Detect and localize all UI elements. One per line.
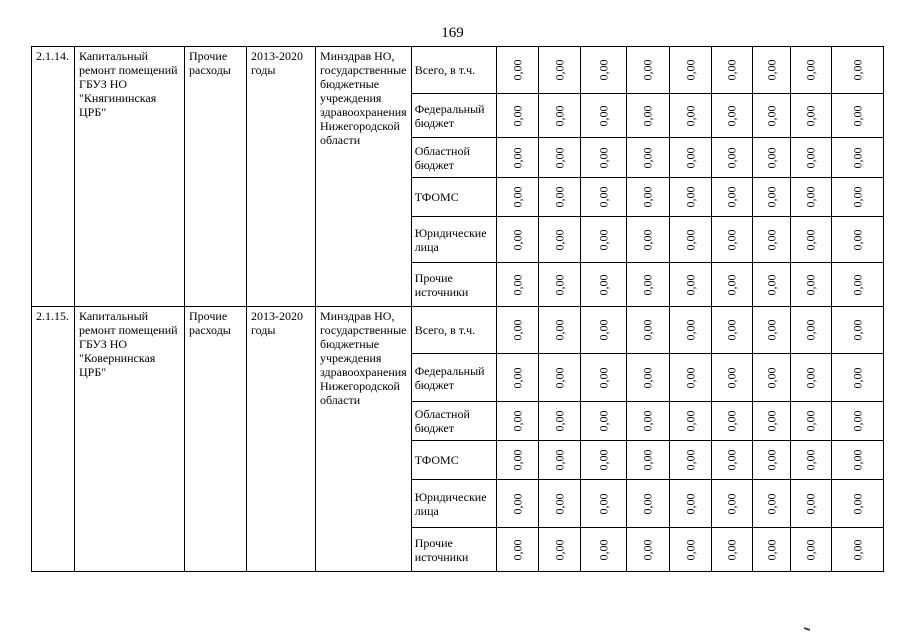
value-text: 0,00 — [552, 105, 567, 126]
value-text: 0,00 — [803, 319, 818, 341]
value-text: 0,00 — [683, 410, 698, 432]
value-text: 0,00 — [552, 449, 567, 471]
value-text: 0,00 — [764, 539, 779, 560]
value-text: 0,00 — [803, 105, 818, 126]
value-text: 0,00 — [724, 367, 739, 388]
period: 2013-2020 годы — [247, 47, 316, 307]
value-cell — [831, 441, 883, 480]
value-text: 0,00 — [683, 493, 698, 514]
value-text: 0,00 — [803, 147, 818, 168]
value-text: 0,00 — [510, 449, 525, 471]
item-code: 2.1.14. — [32, 47, 75, 307]
value-cell — [711, 480, 752, 528]
value-cell — [790, 263, 831, 307]
value-cell — [580, 94, 626, 138]
value-cell — [580, 480, 626, 528]
value-cell — [752, 441, 790, 480]
value-text: 0,00 — [850, 274, 865, 295]
value-cell — [831, 480, 883, 528]
value-cell — [831, 263, 883, 307]
funding-source: Юридические лица — [411, 480, 496, 528]
value-text: 0,00 — [764, 105, 779, 126]
expense-type: Прочие расходы — [185, 47, 247, 307]
value-cell — [626, 263, 669, 307]
value-cell — [790, 402, 831, 441]
value-cell — [538, 138, 580, 178]
value-cell — [538, 402, 580, 441]
value-text: 0,00 — [683, 319, 698, 341]
value-cell — [831, 138, 883, 178]
value-text: 0,00 — [596, 274, 611, 295]
funding-source: Федеральный бюджет — [411, 354, 496, 402]
value-cell — [496, 307, 538, 354]
value-text: 0,00 — [640, 105, 655, 126]
value-text: 0,00 — [640, 186, 655, 208]
value-text: 0,00 — [724, 274, 739, 295]
value-text: 0,00 — [850, 449, 865, 471]
value-cell — [626, 47, 669, 94]
value-cell — [752, 47, 790, 94]
value-cell — [538, 480, 580, 528]
value-cell — [831, 178, 883, 217]
value-cell — [669, 263, 711, 307]
value-cell — [790, 138, 831, 178]
value-text: 0,00 — [683, 229, 698, 250]
value-cell — [496, 138, 538, 178]
value-text: 0,00 — [640, 449, 655, 471]
table-row — [32, 307, 884, 354]
value-cell — [711, 528, 752, 572]
value-cell — [496, 354, 538, 402]
value-text: 0,00 — [596, 493, 611, 514]
value-text: 0,00 — [510, 274, 525, 295]
value-cell — [752, 263, 790, 307]
value-cell — [711, 263, 752, 307]
executor: Минздрав НО, государственные бюджетные учреждения здравоохранения Нижегородской области — [316, 307, 412, 572]
funding-source: Областной бюджет — [411, 402, 496, 441]
value-cell — [669, 528, 711, 572]
period: 2013-2020 годы — [247, 307, 316, 572]
value-text: 0,00 — [850, 186, 865, 208]
value-text: 0,00 — [764, 59, 779, 81]
value-cell — [580, 307, 626, 354]
value-cell — [669, 402, 711, 441]
value-cell — [496, 402, 538, 441]
value-text: 0,00 — [803, 229, 818, 250]
value-text: 0,00 — [803, 59, 818, 81]
value-text: 0,00 — [683, 105, 698, 126]
value-cell — [711, 217, 752, 263]
value-text: 0,00 — [803, 493, 818, 514]
value-cell — [752, 94, 790, 138]
value-cell — [790, 354, 831, 402]
funding-source: Всего, в т.ч. — [411, 47, 496, 94]
value-cell — [669, 480, 711, 528]
value-cell — [752, 354, 790, 402]
value-cell — [752, 402, 790, 441]
value-cell — [669, 307, 711, 354]
value-text: 0,00 — [724, 229, 739, 250]
value-cell — [831, 94, 883, 138]
value-cell — [790, 94, 831, 138]
value-text: 0,00 — [596, 539, 611, 560]
item-name: Капитальный ремонт помещений ГБУЗ НО "Ковернинская ЦРБ" — [75, 307, 185, 572]
value-text: 0,00 — [510, 539, 525, 560]
value-text: 0,00 — [683, 147, 698, 168]
value-cell — [538, 47, 580, 94]
value-text: 0,00 — [552, 493, 567, 514]
value-text: 0,00 — [683, 274, 698, 295]
value-cell — [790, 307, 831, 354]
value-text: 0,00 — [640, 319, 655, 341]
value-cell — [831, 307, 883, 354]
value-text: 0,00 — [764, 493, 779, 514]
value-cell — [496, 528, 538, 572]
value-cell — [496, 178, 538, 217]
value-text: 0,00 — [640, 410, 655, 432]
value-cell — [580, 178, 626, 217]
value-cell — [580, 528, 626, 572]
value-cell — [790, 47, 831, 94]
expense-type: Прочие расходы — [185, 307, 247, 572]
value-cell — [580, 47, 626, 94]
value-text: 0,00 — [764, 147, 779, 168]
value-text: 0,00 — [850, 105, 865, 126]
value-text: 0,00 — [683, 59, 698, 81]
value-text: 0,00 — [850, 147, 865, 168]
value-cell — [580, 354, 626, 402]
value-text: 0,00 — [552, 186, 567, 208]
value-cell — [831, 217, 883, 263]
value-cell — [711, 307, 752, 354]
value-text: 0,00 — [724, 147, 739, 168]
value-text: 0,00 — [552, 410, 567, 432]
value-cell — [496, 47, 538, 94]
value-cell — [580, 441, 626, 480]
value-text: 0,00 — [724, 186, 739, 208]
value-cell — [496, 480, 538, 528]
value-cell — [538, 217, 580, 263]
value-text: 0,00 — [683, 539, 698, 560]
value-cell — [669, 138, 711, 178]
value-text: 0,00 — [683, 367, 698, 388]
value-text: 0,00 — [764, 274, 779, 295]
value-text: 0,00 — [596, 367, 611, 388]
value-cell — [711, 402, 752, 441]
value-text: 0,00 — [596, 147, 611, 168]
value-text: 0,00 — [803, 539, 818, 560]
value-text: 0,00 — [596, 229, 611, 250]
value-text: 0,00 — [764, 367, 779, 388]
executor: Минздрав НО, государственные бюджетные учреждения здравоохранения Нижегородской области — [316, 47, 412, 307]
value-cell — [538, 354, 580, 402]
funding-source: Юридические лица — [411, 217, 496, 263]
value-text: 0,00 — [724, 539, 739, 560]
value-text: 0,00 — [552, 319, 567, 341]
value-text: 0,00 — [510, 229, 525, 250]
funding-source: ТФОМС — [411, 441, 496, 480]
value-cell — [669, 47, 711, 94]
budget-table — [31, 46, 884, 572]
item-name: Капитальный ремонт помещений ГБУЗ НО "Княгининская ЦРБ" — [75, 47, 185, 307]
value-cell — [790, 217, 831, 263]
value-text: 0,00 — [596, 319, 611, 341]
value-cell — [626, 138, 669, 178]
value-cell — [538, 94, 580, 138]
value-text: 0,00 — [683, 186, 698, 208]
value-text: 0,00 — [803, 410, 818, 432]
funding-source: Прочие источники — [411, 528, 496, 572]
value-text: 0,00 — [850, 493, 865, 514]
value-text: 0,00 — [764, 229, 779, 250]
value-text: 0,00 — [850, 367, 865, 388]
value-text: 0,00 — [552, 229, 567, 250]
value-cell — [496, 263, 538, 307]
value-text: 0,00 — [724, 105, 739, 126]
value-text: 0,00 — [510, 367, 525, 388]
value-cell — [831, 354, 883, 402]
value-cell — [831, 402, 883, 441]
value-cell — [669, 94, 711, 138]
funding-source: Областной бюджет — [411, 138, 496, 178]
value-text: 0,00 — [640, 493, 655, 514]
value-text: 0,00 — [596, 449, 611, 471]
value-cell — [711, 47, 752, 94]
value-cell — [496, 441, 538, 480]
value-text: 0,00 — [510, 59, 525, 81]
value-text: 0,00 — [850, 229, 865, 250]
value-text: 0,00 — [510, 105, 525, 126]
value-cell — [538, 307, 580, 354]
value-cell — [752, 307, 790, 354]
value-cell — [626, 217, 669, 263]
value-cell — [790, 441, 831, 480]
value-cell — [626, 178, 669, 217]
value-cell — [711, 138, 752, 178]
value-cell — [580, 402, 626, 441]
value-text: 0,00 — [764, 319, 779, 341]
value-text: 0,00 — [803, 449, 818, 471]
value-text: 0,00 — [552, 59, 567, 81]
funding-source: Федеральный бюджет — [411, 94, 496, 138]
value-cell — [626, 354, 669, 402]
value-text: 0,00 — [803, 274, 818, 295]
value-text: 0,00 — [640, 274, 655, 295]
value-cell — [626, 528, 669, 572]
value-cell — [626, 402, 669, 441]
value-cell — [752, 138, 790, 178]
value-text: 0,00 — [596, 410, 611, 432]
value-text: 0,00 — [724, 493, 739, 514]
value-text: 0,00 — [596, 105, 611, 126]
value-cell — [790, 528, 831, 572]
value-cell — [580, 263, 626, 307]
value-cell — [711, 354, 752, 402]
value-cell — [626, 441, 669, 480]
value-cell — [626, 307, 669, 354]
value-text: 0,00 — [724, 319, 739, 341]
value-text: 0,00 — [724, 449, 739, 471]
value-cell — [580, 217, 626, 263]
value-text: 0,00 — [552, 367, 567, 388]
value-text: 0,00 — [683, 449, 698, 471]
value-cell — [496, 94, 538, 138]
value-text: 0,00 — [640, 147, 655, 168]
value-cell — [711, 178, 752, 217]
value-text: 0,00 — [510, 186, 525, 208]
value-cell — [711, 94, 752, 138]
value-cell — [538, 441, 580, 480]
value-cell — [496, 217, 538, 263]
value-cell — [538, 178, 580, 217]
value-cell — [669, 354, 711, 402]
value-cell — [669, 441, 711, 480]
value-cell — [831, 47, 883, 94]
value-cell — [669, 178, 711, 217]
value-cell — [831, 528, 883, 572]
table-row — [32, 47, 884, 94]
value-text: 0,00 — [850, 410, 865, 432]
value-text: 0,00 — [640, 59, 655, 81]
value-text: 0,00 — [510, 410, 525, 432]
value-cell — [538, 263, 580, 307]
pen-mark — [804, 627, 810, 631]
value-text: 0,00 — [850, 59, 865, 81]
value-text: 0,00 — [510, 493, 525, 514]
value-text: 0,00 — [724, 410, 739, 432]
value-cell — [752, 480, 790, 528]
value-text: 0,00 — [764, 410, 779, 432]
value-text: 0,00 — [552, 539, 567, 560]
value-text: 0,00 — [850, 319, 865, 341]
page-number: 169 — [441, 25, 464, 41]
value-text: 0,00 — [640, 367, 655, 388]
value-cell — [790, 480, 831, 528]
value-text: 0,00 — [596, 59, 611, 81]
value-text: 0,00 — [764, 449, 779, 471]
value-text: 0,00 — [552, 274, 567, 295]
value-cell — [626, 480, 669, 528]
value-cell — [626, 94, 669, 138]
item-code: 2.1.15. — [32, 307, 75, 572]
value-cell — [580, 138, 626, 178]
value-text: 0,00 — [803, 186, 818, 208]
value-text: 0,00 — [850, 539, 865, 560]
funding-source: ТФОМС — [411, 178, 496, 217]
value-text: 0,00 — [596, 186, 611, 208]
value-text: 0,00 — [552, 147, 567, 168]
value-text: 0,00 — [510, 319, 525, 341]
funding-source: Всего, в т.ч. — [411, 307, 496, 354]
value-cell — [790, 178, 831, 217]
value-text: 0,00 — [640, 229, 655, 250]
value-cell — [538, 528, 580, 572]
value-cell — [752, 528, 790, 572]
value-cell — [752, 178, 790, 217]
value-text: 0,00 — [510, 147, 525, 168]
value-text: 0,00 — [764, 186, 779, 208]
value-text: 0,00 — [724, 59, 739, 81]
value-cell — [669, 217, 711, 263]
value-cell — [752, 217, 790, 263]
value-text: 0,00 — [803, 367, 818, 388]
funding-source: Прочие источники — [411, 263, 496, 307]
value-cell — [711, 441, 752, 480]
value-text: 0,00 — [640, 539, 655, 560]
